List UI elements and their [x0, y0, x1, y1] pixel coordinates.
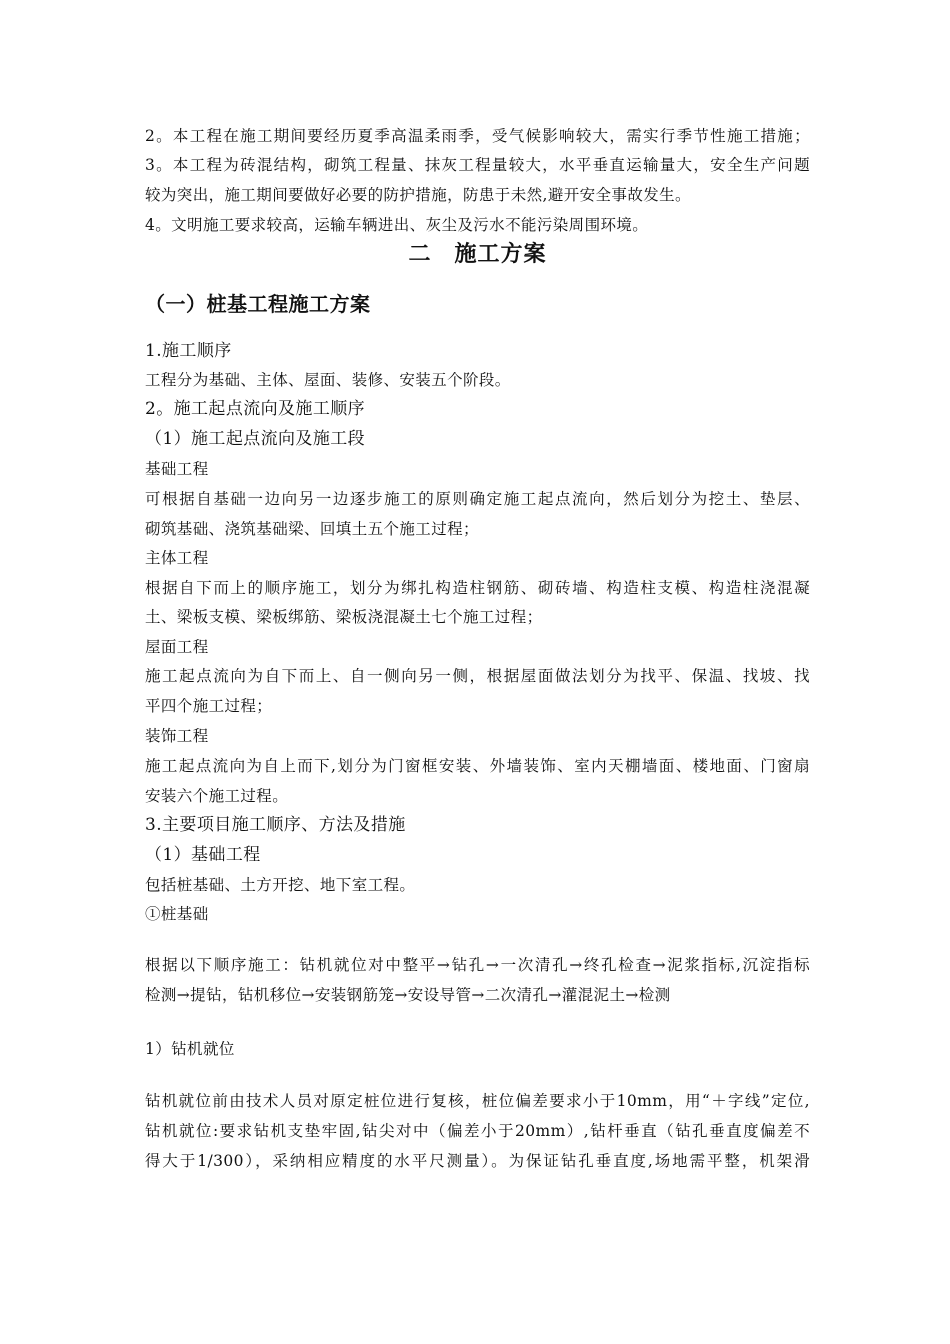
body-line-8: 主体工程 [145, 549, 209, 567]
intro-line-2: 3。本工程为砖混结构，砌筑工程量、抹灰工程量较大，水平垂直运输量大，安全生产问题 [145, 156, 810, 174]
body-line-3: 2。施工起点流向及施工顺序 [145, 399, 366, 419]
body-line-4: （1）施工起点流向及施工段 [145, 429, 366, 449]
body-line-5: 基础工程 [145, 460, 209, 478]
body-line-15: 施工起点流向为自上而下,划分为门窗框安装、外墙装饰、室内天棚墙面、楼地面、门窗扇 [145, 757, 810, 775]
body-line-9: 根据自下而上的顺序施工，划分为绑扎构造柱钢筋、砌砖墙、构造柱支模、构造柱浇混凝 [145, 579, 810, 597]
body-line-21: 根据以下顺序施工：钻机就位对中整平→钻孔→一次清孔→终孔检查→泥浆指标,沉淀指标 [145, 956, 810, 974]
body-line-2: 工程分为基础、主体、屋面、装修、安装五个阶段。 [145, 371, 511, 389]
intro-line-3: 较为突出，施工期间要做好必要的防护措施，防患于未然,避开安全事故发生。 [145, 186, 691, 204]
section-title: 二 施工方案 [408, 242, 547, 267]
body-line-25: 钻机就位:要求钻机支垫牢固,钻尖对中（偏差小于20mm）,钻杆垂直（钻孔垂直度偏差不 [145, 1122, 810, 1140]
intro-line-4: 4。文明施工要求较高，运输车辆进出、灰尘及污水不能污染周围环境。 [145, 216, 649, 234]
body-line-22: 检测→提钻，钻机移位→安装钢筋笼→安设导管→二次清孔→灌混泥土→检测 [145, 986, 671, 1004]
body-line-11: 屋面工程 [145, 638, 209, 656]
body-line-7: 砌筑基础、浇筑基础梁、回填土五个施工过程； [145, 520, 479, 538]
intro-line-1: 2。本工程在施工期间要经历夏季高温柔雨季，受气候影响较大，需实行季节性施工措施； [145, 127, 810, 145]
body-line-14: 装饰工程 [145, 727, 209, 745]
body-line-6: 可根据自基础一边向另一边逐步施工的原则确定施工起点流向，然后划分为挖土、垫层、 [145, 490, 810, 508]
subsection-title: （一）桩基工程施工方案 [145, 292, 371, 316]
body-line-10: 土、梁板支模、梁板绑筋、梁板浇混凝土七个施工过程； [145, 608, 543, 626]
body-line-16: 安装六个施工过程。 [145, 787, 289, 805]
body-line-13: 平四个施工过程； [145, 697, 273, 715]
body-line-1: 1.施工顺序 [145, 341, 232, 361]
body-line-19: 包括桩基础、土方开挖、地下室工程。 [145, 876, 416, 894]
body-line-18: （1）基础工程 [145, 845, 261, 865]
body-line-23: 1）钻机就位 [145, 1040, 235, 1058]
body-line-17: 3.主要项目施工顺序、方法及措施 [145, 815, 406, 835]
body-line-24: 钻机就位前由技术人员对原定桩位进行复核，桩位偏差要求小于10mm，用“＋字线”定位, [145, 1092, 810, 1110]
body-line-26: 得大于1/300），采纳相应精度的水平尺测量）。为保证钻孔垂直度,场地需平整，机架滑 [145, 1152, 810, 1170]
body-line-12: 施工起点流向为自下而上、自一侧向另一侧，根据屋面做法划分为找平、保温、找坡、找 [145, 667, 810, 685]
body-line-20: ①桩基础 [145, 905, 209, 923]
